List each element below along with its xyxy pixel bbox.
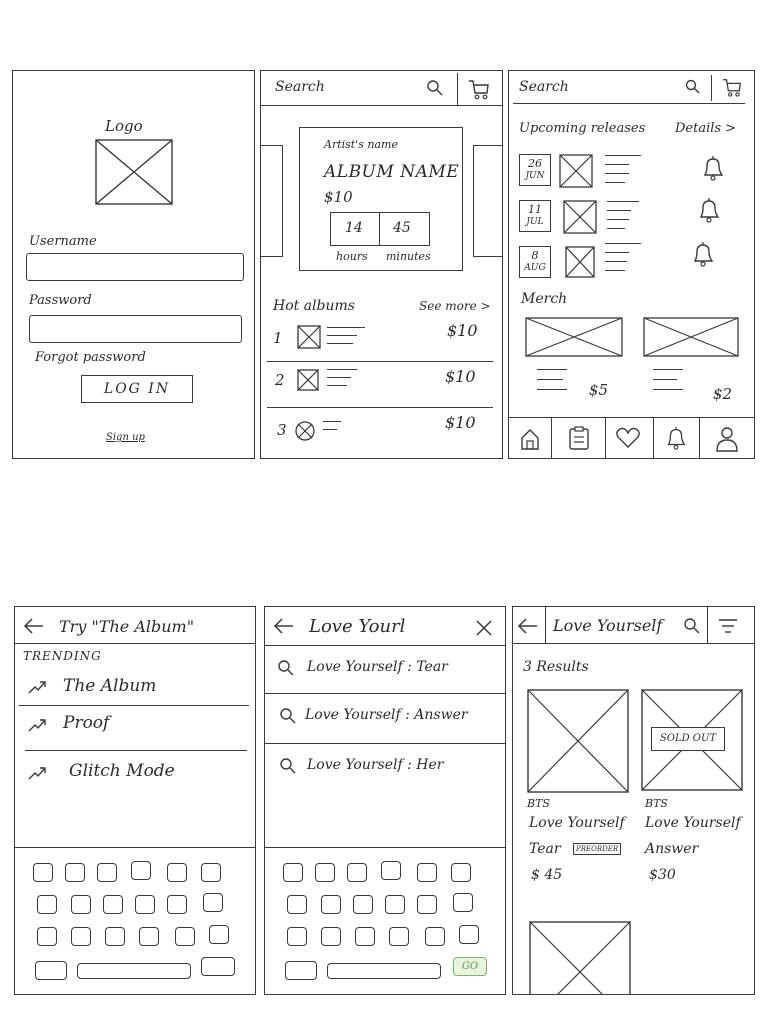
result-artist: BTS xyxy=(527,797,550,810)
album-price: $10 xyxy=(324,188,353,206)
carousel-next-card[interactable] xyxy=(473,145,503,257)
keyboard-key[interactable] xyxy=(283,863,303,882)
trending-arrow-icon xyxy=(27,765,47,781)
hot-album-row[interactable] xyxy=(261,317,503,361)
keyboard-key[interactable] xyxy=(167,895,187,914)
merch-image xyxy=(525,317,623,357)
merch-card[interactable] xyxy=(643,317,743,405)
hours-value: 14 xyxy=(345,220,363,236)
suggestion-item[interactable] xyxy=(265,647,506,691)
upcoming-releases-title: Upcoming releases xyxy=(519,121,646,136)
result-price: $30 xyxy=(649,867,676,883)
keyboard-key[interactable] xyxy=(35,961,67,980)
release-row[interactable] xyxy=(509,197,755,237)
password-label: Password xyxy=(29,293,92,308)
result-image[interactable] xyxy=(529,921,631,995)
trending-item[interactable] xyxy=(15,757,256,791)
search-suggestions-screen xyxy=(264,606,506,995)
keyboard-key[interactable] xyxy=(453,893,473,912)
search-input[interactable]: Love Yourself xyxy=(553,616,663,635)
forgot-password-link[interactable]: Forgot password xyxy=(35,350,146,365)
trending-label: Proof xyxy=(63,713,110,733)
keyboard-key[interactable] xyxy=(417,863,437,882)
search-icon[interactable] xyxy=(426,79,444,97)
album-thumbnail xyxy=(297,325,321,349)
heart-icon[interactable] xyxy=(615,427,641,449)
merch-image xyxy=(643,317,739,357)
keyboard-key[interactable] xyxy=(167,863,187,882)
search-results-screen xyxy=(512,606,755,995)
release-row[interactable] xyxy=(509,151,755,191)
suggestion-label: Love Yourself : Answer xyxy=(305,707,468,723)
keyboard-key[interactable] xyxy=(287,895,307,914)
minutes-label: minutes xyxy=(386,250,431,263)
result-artist: BTS xyxy=(645,797,668,810)
search-icon xyxy=(279,707,297,725)
search-icon xyxy=(277,659,295,677)
keyboard-key[interactable] xyxy=(105,927,125,946)
keyboard-key[interactable] xyxy=(321,927,341,946)
username-label: Username xyxy=(29,234,97,249)
keyboard-key[interactable] xyxy=(131,861,151,880)
sold-out-overlay: SOLD OUT xyxy=(651,727,725,751)
hot-albums-title: Hot albums xyxy=(273,298,355,314)
suggestion-item[interactable] xyxy=(265,695,506,739)
bell-icon[interactable] xyxy=(663,423,689,453)
keyboard-key[interactable] xyxy=(425,927,445,946)
results-count: 3 Results xyxy=(523,659,589,675)
trending-item[interactable] xyxy=(15,709,256,743)
clipboard-icon[interactable] xyxy=(567,425,591,451)
album-name: ALBUM NAME xyxy=(324,162,460,182)
details-link[interactable]: Details > xyxy=(675,121,737,136)
keyboard-key[interactable] xyxy=(209,925,229,944)
keyboard xyxy=(15,847,256,995)
keyboard-key[interactable] xyxy=(385,895,405,914)
artist-name: Artist's name xyxy=(324,138,398,151)
bell-icon[interactable] xyxy=(695,195,723,225)
search-input[interactable]: Love Yourl xyxy=(309,616,406,637)
hours-label: hours xyxy=(336,250,368,263)
home-icon[interactable] xyxy=(519,427,541,451)
release-cover xyxy=(563,200,597,234)
album-home-screen xyxy=(260,70,503,459)
result-title: Love Yourself xyxy=(645,815,741,831)
close-icon[interactable] xyxy=(475,619,493,637)
keyboard-key[interactable] xyxy=(321,895,341,914)
spacebar-key[interactable] xyxy=(327,963,441,979)
keyboard-key[interactable] xyxy=(203,893,223,912)
keyboard-key[interactable] xyxy=(71,927,91,946)
user-icon[interactable] xyxy=(715,425,739,453)
bell-icon[interactable] xyxy=(689,239,717,269)
cart-icon[interactable] xyxy=(467,78,491,102)
suggestion-label: Love Yourself : Her xyxy=(307,757,444,773)
hot-album-row[interactable] xyxy=(261,409,503,453)
search-icon[interactable] xyxy=(683,617,701,635)
result-card[interactable] xyxy=(527,689,635,899)
back-arrow-icon[interactable] xyxy=(23,617,45,635)
keyboard-key[interactable] xyxy=(381,861,401,880)
trending-title: TRENDING xyxy=(23,649,102,663)
trending-arrow-icon xyxy=(27,679,47,695)
keyboard-key[interactable] xyxy=(175,927,195,946)
release-row[interactable] xyxy=(509,243,755,283)
release-cover xyxy=(565,246,595,278)
release-month: AUG xyxy=(524,263,546,273)
trending-item[interactable] xyxy=(15,671,256,705)
trending-label: Glitch Mode xyxy=(69,761,175,781)
trending-label: The Album xyxy=(63,676,157,696)
hot-album-price: $10 xyxy=(445,367,476,386)
preorder-badge: PREORDER xyxy=(573,843,621,855)
password-field[interactable] xyxy=(29,315,242,343)
keyboard-key[interactable] xyxy=(285,961,317,980)
release-day: 11 xyxy=(528,203,542,216)
album-thumbnail xyxy=(295,421,315,441)
keyboard xyxy=(265,847,506,995)
featured-album-card[interactable] xyxy=(299,127,463,271)
release-date xyxy=(519,200,551,232)
countdown-timer xyxy=(330,212,430,246)
suggestion-item[interactable] xyxy=(265,745,506,789)
suggestion-label: Love Yourself : Tear xyxy=(307,659,448,675)
result-price: $ 45 xyxy=(531,867,563,883)
release-cover xyxy=(559,154,593,188)
keyboard-key[interactable] xyxy=(33,863,53,882)
release-date xyxy=(519,246,551,278)
keyboard-key[interactable] xyxy=(139,927,159,946)
release-day: 26 xyxy=(528,157,542,170)
login-button[interactable]: LOG IN xyxy=(81,375,193,403)
result-title: Love Yourself xyxy=(529,815,625,831)
logo-label: Logo xyxy=(105,117,143,135)
album-thumbnail xyxy=(297,369,319,391)
see-more-link[interactable]: See more > xyxy=(419,299,491,313)
release-month: JUN xyxy=(525,171,545,181)
search-icon[interactable] xyxy=(685,79,701,95)
keyboard-key[interactable] xyxy=(103,895,123,914)
spacebar-key[interactable] xyxy=(77,963,191,979)
keyboard-key[interactable] xyxy=(389,927,409,946)
keyboard-key[interactable] xyxy=(451,863,471,882)
keyboard-key[interactable] xyxy=(353,895,373,914)
logo-placeholder xyxy=(95,139,173,205)
result-subtitle: Answer xyxy=(645,841,699,857)
hot-album-rank: 2 xyxy=(275,371,285,389)
keyboard-key[interactable] xyxy=(315,863,335,882)
search-icon xyxy=(279,757,297,775)
carousel-prev-card[interactable] xyxy=(260,145,283,257)
trending-arrow-icon xyxy=(27,717,47,733)
release-day: 8 xyxy=(531,249,539,262)
keyboard-key[interactable] xyxy=(201,863,221,882)
username-field[interactable] xyxy=(26,253,244,281)
hot-album-row[interactable] xyxy=(261,363,503,407)
hot-album-rank: 1 xyxy=(273,329,283,347)
back-arrow-icon[interactable] xyxy=(517,617,539,635)
keyboard-key[interactable] xyxy=(201,957,235,976)
search-input[interactable]: Search xyxy=(519,79,569,95)
keyboard-key[interactable] xyxy=(287,927,307,946)
keyboard-key[interactable] xyxy=(459,925,479,944)
filter-icon[interactable] xyxy=(717,617,739,635)
hot-album-price: $10 xyxy=(447,321,478,340)
bottom-nav xyxy=(509,417,755,459)
releases-screen xyxy=(508,70,755,459)
merch-price: $2 xyxy=(713,385,733,403)
keyboard-key[interactable] xyxy=(97,863,117,882)
release-date xyxy=(519,154,551,186)
keyboard-key[interactable] xyxy=(355,927,375,946)
sign-up-link[interactable]: Sign up xyxy=(106,432,145,443)
back-arrow-icon[interactable] xyxy=(273,617,295,635)
hot-album-rank: 3 xyxy=(277,421,287,439)
cart-icon[interactable] xyxy=(721,77,743,99)
keyboard-key[interactable] xyxy=(135,895,155,914)
keyboard-key[interactable] xyxy=(37,895,57,914)
keyboard-key[interactable] xyxy=(71,895,91,914)
keyboard-key[interactable] xyxy=(65,863,85,882)
search-trending-screen xyxy=(14,606,256,995)
result-card[interactable] xyxy=(641,689,749,899)
result-subtitle: Tear xyxy=(529,841,561,857)
go-key[interactable]: GO xyxy=(453,957,487,976)
search-input[interactable]: Try "The Album" xyxy=(59,617,195,636)
keyboard-key[interactable] xyxy=(37,927,57,946)
keyboard-key[interactable] xyxy=(417,895,437,914)
hot-album-price: $10 xyxy=(445,413,476,432)
merch-title: Merch xyxy=(521,291,568,307)
keyboard-key[interactable] xyxy=(347,863,367,882)
minutes-value: 45 xyxy=(393,220,411,236)
merch-price: $5 xyxy=(589,381,609,399)
search-input[interactable]: Search xyxy=(275,79,325,95)
bell-icon[interactable] xyxy=(699,153,727,183)
merch-card[interactable] xyxy=(525,317,625,405)
login-screen xyxy=(12,70,255,459)
result-image xyxy=(527,689,629,793)
release-month: JUL xyxy=(526,217,544,227)
